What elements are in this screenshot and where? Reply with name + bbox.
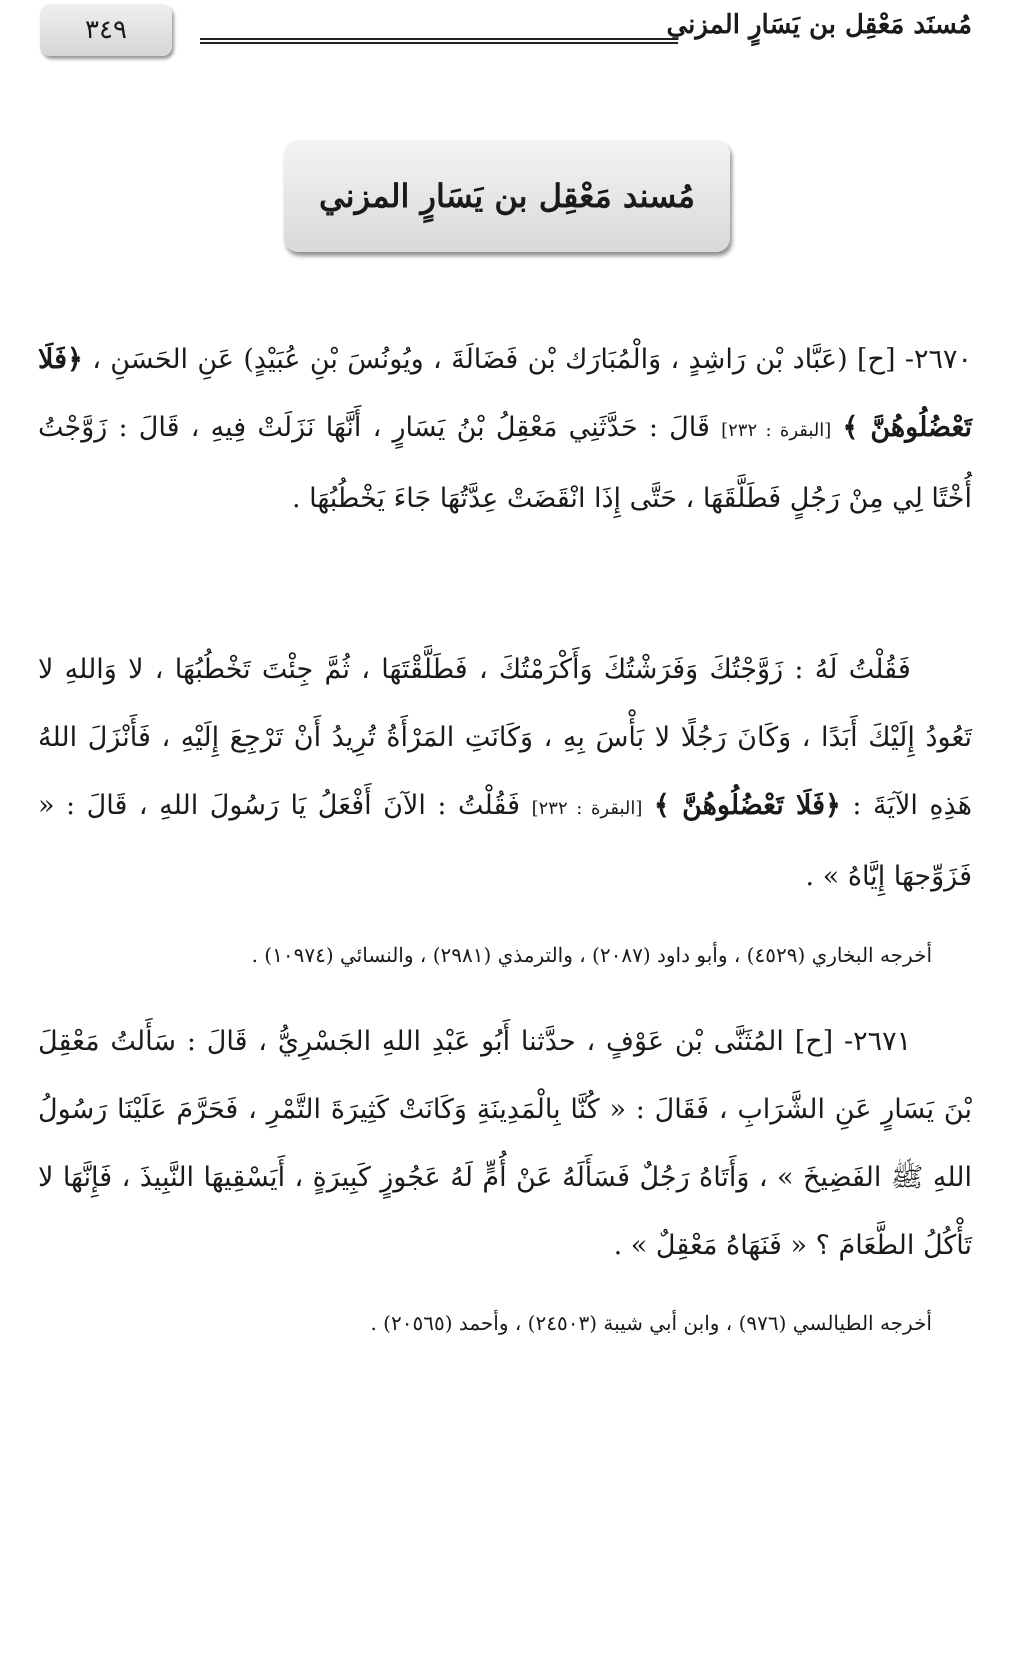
page-number: ٣٤٩ <box>40 4 172 56</box>
page-header <box>0 0 1010 70</box>
running-title: مُسنَد مَعْقِل بن يَسَارٍ المزني <box>666 10 972 40</box>
hadith-2671-takhrij: أخرجه الطيالسي (٩٧٦) ، وابن أبي شيبة (٢٤٥٠٣) ، وأحمد (٢٠٥٦٥) . <box>370 1311 932 1335</box>
hadith-2670-text-3: فَقُلْتُ لَهُ : زَوَّجْتُكَ وَفَرَشْتُكَ وَأَكْرَمْتُكَ ، فَطَلَّقْتَهَا ، ثُمَّ جِئْتَ تَخْطُبُهَا ، لا وَاللهِ لا تَعُودُ إِلَيْكَ أَبَدًا ، وَكَانَ رَجُلًا لا بَأْسَ بِهِ ، وَكَانَتِ المَرْأَةُ تُرِيدُ أَنْ تَرْجِعَ إِلَيْهِ ، فَأَنْزَلَ اللهُ هَذِهِ الآيَةَ : <box>38 654 972 821</box>
hadith-2670-text-1: ٢٦٧٠- [ح] (عَبَّاد بْن رَاشِدٍ ، وَالْمُبَارَك بْن فَضَالَةَ ، ويُونُسَ بْنِ عُبَيْدٍ) عَنِ الحَسَنِ ، <box>92 344 972 375</box>
hadith-2670-paragraph-1 <box>38 326 972 533</box>
section-title <box>284 140 730 252</box>
hadith-2670-paragraph-2 <box>38 636 972 911</box>
hadith-2670-text-4: فَقُلْتُ : الآنَ أَفْعَلُ يَا رَسُولَ اللهِ ، قَالَ : « فَزَوِّجهَا إِيَّاهُ » . <box>38 790 972 892</box>
section-title-text: مُسند مَعْقِل بن يَسَارٍ المزني <box>319 177 695 215</box>
hadith-2671-paragraph <box>38 1008 972 1280</box>
hadith-2670-takhrij: أخرجه البخاري (٤٥٢٩) ، وأبو داود (٢٠٨٧) ، والترمذي (٢٩٨١) ، والنسائي (١٠٩٧٤) . <box>251 943 932 967</box>
quran-reference-2: [البقرة : ٢٣٢] <box>531 798 643 819</box>
quran-quote-1: ﴿فَلَا تَعْضُلُوهُنَّ ﴾ <box>38 344 972 443</box>
quran-reference-1: [البقرة : ٢٣٢] <box>721 420 832 441</box>
hadith-2671-text: ٢٦٧١- [ح] المُثَنَّى بْن عَوْفٍ ، حدَّثنا أَبُو عَبْدِ اللهِ الجَسْرِيُّ ، قَالَ : سَأَلتُ مَعْقِلَ بْنَ يَسَارٍ عَنِ الشَّرَابِ ، فَقَالَ : « كُنَّا بِالْمَدِينَةِ وَكَانَتْ كَثِيرَةَ التَّمْرِ ، فَحَرَّمَ عَلَيْنَا رَسُولُ اللهِ ﷺ الفَضِيخَ » ، وَأَتَاهُ رَجُلٌ فَسَأَلَهُ عَنْ أُمٍّ لَهُ عَجُوزٍ كَبِيرَةٍ ، أَيَسْقِيهَا النَّبِيذَ ، فَإِنَّهَا لا تَأْكُلُ الطَّعَامَ ؟ « فَنَهَاهُ مَعْقِلٌ » . <box>38 1026 972 1261</box>
hadith-2670-text-2: قَالَ : حَدَّثَنِي مَعْقِلُ بْنُ يَسَارٍ ، أَنَّهَا نَزَلَتْ فِيهِ ، قَالَ : زَوَّجْتُ أُخْتًا لِي مِنْ رَجُلٍ فَطَلَّقَهَا ، حَتَّى إِذَا انْقَضَتْ عِدَّتُهَا جَاءَ يَخْطُبُهَا . <box>38 412 972 514</box>
quran-quote-2: ﴿فَلَا تَعْضُلُوهُنَّ ﴾ <box>653 790 841 821</box>
header-rule <box>200 38 678 44</box>
